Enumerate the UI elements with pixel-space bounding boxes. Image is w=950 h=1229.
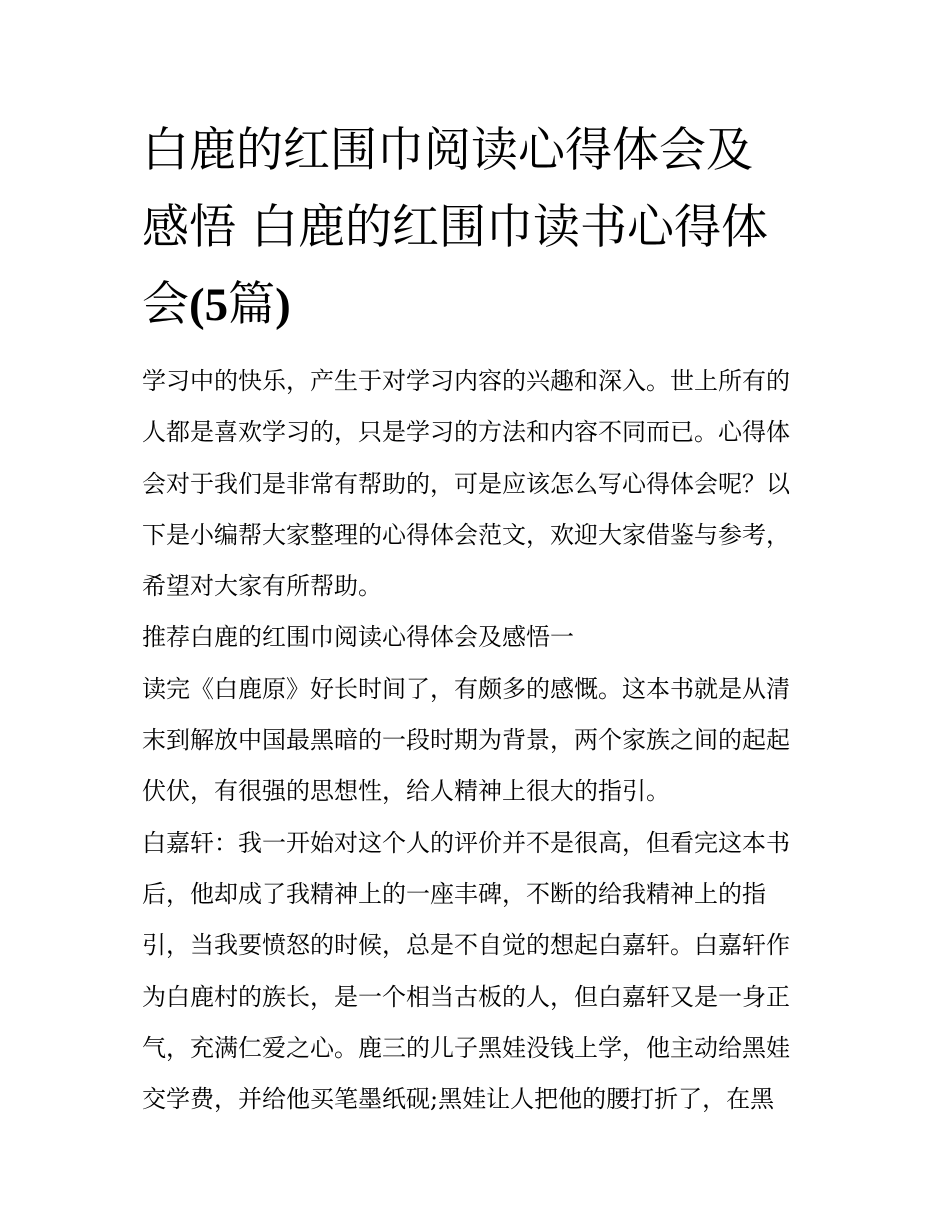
body-line: 为白鹿村的族长，是一个相当古板的人，但白嘉轩又是一身正 <box>142 982 790 1011</box>
body-line: 读完《白鹿原》好长时间了，有颇多的感慨。这本书就是从清 <box>142 674 790 703</box>
document-body <box>142 356 822 1125</box>
body-line: 后，他却成了我精神上的一座丰碑，不断的给我精神上的指 <box>142 879 766 908</box>
body-line: 希望对大家有所帮助。 <box>142 572 382 601</box>
body-line: 会对于我们是非常有帮助的，可是应该怎么写心得体会呢？以 <box>142 469 790 498</box>
body-line: 下是小编帮大家整理的心得体会范文，欢迎大家借鉴与参考， <box>142 520 790 549</box>
body-line: 人都是喜欢学习的，只是学习的方法和内容不同而已。心得体 <box>142 418 790 447</box>
body-line: 伏伏，有很强的思想性，给人精神上很大的指引。 <box>142 777 670 806</box>
body-line: 末到解放中国最黑暗的一段时期为背景，两个家族之间的起起 <box>142 726 790 755</box>
body-line: 气，充满仁爱之心。鹿三的儿子黑娃没钱上学，他主动给黑娃 <box>142 1033 790 1062</box>
body-line: 学习中的快乐，产生于对学习内容的兴趣和深入。世上所有的 <box>142 367 790 395</box>
title-count-unit: 篇 <box>228 277 276 332</box>
title-line-2: 感悟 白鹿的红围巾读书心得体 <box>142 200 768 255</box>
section-heading: 推荐白鹿的红围巾阅读心得体会及感悟一 <box>142 623 574 652</box>
body-line: 白嘉轩：我一开始对这个人的评价并不是很高，但看完这本书 <box>142 828 790 857</box>
title-count-close: ) <box>275 279 291 331</box>
body-line: 交学费，并给他买笔墨纸砚;黑娃让人把他的腰打折了，在黑 <box>142 1085 775 1114</box>
title-line-1: 白鹿的红围巾阅读心得体会及 <box>142 123 753 178</box>
body-line: 引，当我要愤怒的时候，总是不自觉的想起白嘉轩。白嘉轩作 <box>142 931 790 960</box>
title-line-3-prefix: 会 <box>142 277 189 332</box>
document-title <box>142 112 822 344</box>
title-line-3 <box>142 266 822 344</box>
title-count-number: (5 <box>189 279 229 331</box>
